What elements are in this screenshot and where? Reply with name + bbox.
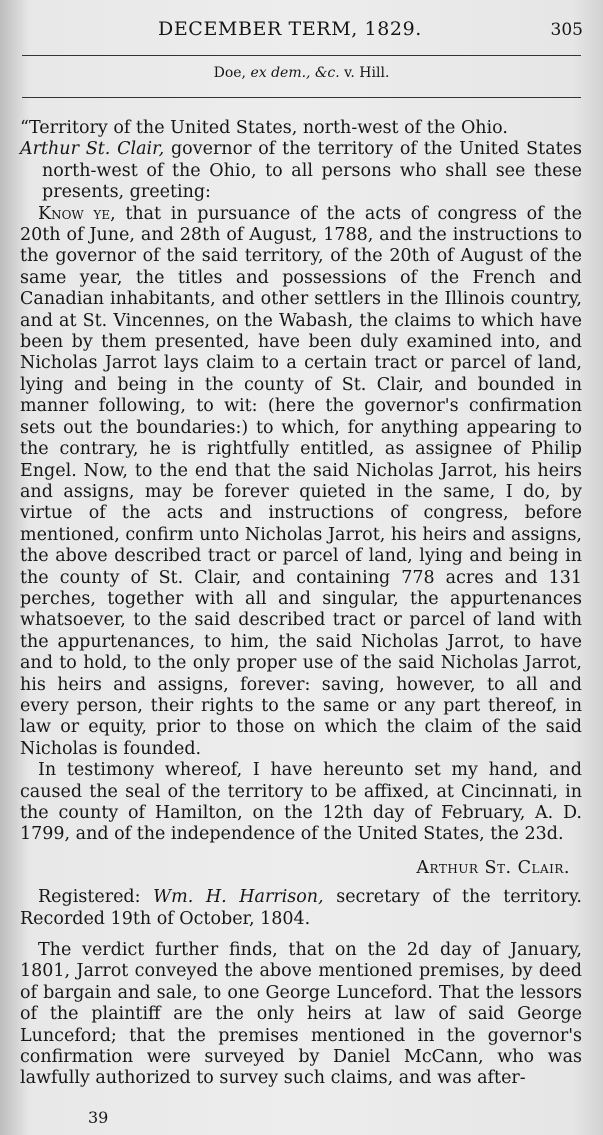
paragraph-registered	[20, 887, 582, 930]
body-text	[20, 118, 582, 1090]
registered-lead: Registered:	[38, 887, 154, 908]
signature-arthur-st-clair: Arthur St. Clair.	[416, 857, 570, 878]
governor-name: Arthur St. Clair,	[20, 139, 165, 160]
case-ex-dem: ex dem., &c.	[250, 65, 340, 81]
term-title: DECEMBER TERM, 1829.	[158, 18, 422, 40]
paragraph-governor	[20, 139, 582, 203]
governor-text: governor of the territory of the United States north-west of the Ohio, to all persons who shall see these presents, greeting:	[42, 139, 582, 203]
header-rule-bottom	[22, 97, 581, 98]
case-title	[0, 65, 603, 81]
know-ye-lead: Know ye,	[38, 203, 116, 224]
paragraph-verdict: The verdict further finds, that on the 2d day of January, 1801, Jarrot conveyed the above mentioned premises, by deed of bargain and sale, to one George Lunceford. That the lessors of the plaintiff are the only heirs at law of said George Lunceford; that the premises mentioned in the governor's confirmation were surveyed by Daniel McCann, who was lawfully authorized to survey such claims, and was after-	[20, 940, 582, 1089]
paragraph-testimony: In testimony whereof, I have hereunto set my hand, and caused the seal of the territory to be affixed, at Cincinnati, in the county of Hamilton, on the 12th day of February, A. D. 1799, and of the independence of the United States, the 23d.	[20, 760, 582, 845]
know-ye-text: that in pursuance of the acts of congress of the 20th of June, and 28th of August, 1788, and the instructions to the governor of the said territory, of the 20th of August of the same year, the titles and possessions of the French and Canadian inhabitants, and other settlers in the Illinois country, and at St. Vincennes, on the Wabash, the claims to which have been by them presented, have been duly examined into, and Nicholas Jarrot lays claim to a certain tract or parcel of land, lying and being in the county of St. Clair, and bounded in manner following, to wit: (here the governor's confirmation sets out the boundaries:) to which, for anything appearing to the contrary, he is rightfully entitled, as assignee of Philip Engel. Now, to the end that the said Nicholas Jarrot, his heirs and assigns, may be forever quieted in the same, I do, by virtue of the acts and instructions of congress, before mentioned, confirm unto Nicholas Jarrot, his heirs and assigns, the above described tract or parcel of land, lying and being in the county of St. Clair, and containing 778 acres and 131 perches, together with all and singular, the appurtenances whatsoever, to the said described tract or parcel of land with the appurtenances, to him, the said Nicholas Jarrot, to have and to hold, to the only proper use of the said Nicholas Jarrot, his heirs and assigns, forever: saving, however, to all and every person, their rights to the same or any part thereof, in law or equity, prior to those on which the claim of the said Nicholas is founded.	[20, 203, 582, 759]
header-rule-top	[22, 55, 581, 56]
registered-name: Wm. H. Harrison,	[153, 887, 324, 908]
case-defendant: v. Hill.	[344, 65, 390, 81]
paragraph-know-ye	[20, 204, 582, 761]
case-plaintiff: Doe,	[213, 65, 246, 81]
signature-mark: 39	[88, 1108, 109, 1127]
running-head	[0, 18, 603, 46]
page-number: 305	[550, 20, 583, 40]
paragraph-territory: “Territory of the United States, north-west of the Ohio.	[20, 118, 508, 138]
registered-text: secretary of the territory. Recorded 19th of October, 1804.	[20, 887, 582, 929]
